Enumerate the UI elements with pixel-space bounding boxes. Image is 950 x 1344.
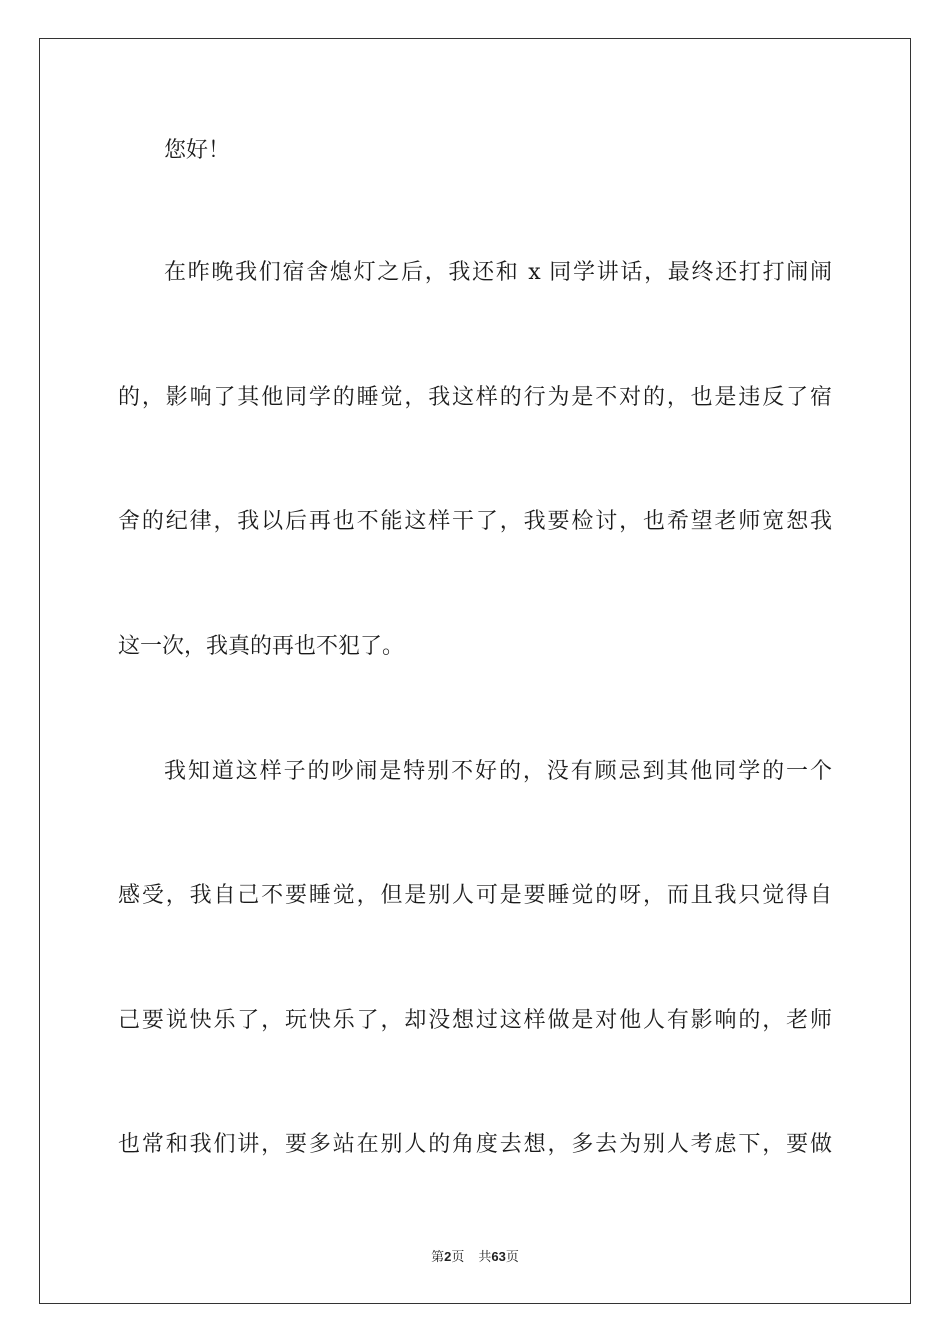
page-number: 2 [444,1249,452,1264]
page-border [39,38,911,1304]
total-pages: 63 [491,1249,506,1264]
page-suffix: 页 [451,1250,465,1265]
page-footer [0,1248,950,1267]
paragraph-line: 我知道这样子的吵闹是特别不好的，没有顾忌到其他同学的一个 [164,759,832,784]
paragraph-line: 的，影响了其他同学的睡觉，我这样的行为是不对的，也是违反了宿 [118,385,832,410]
paragraph-line: 己要说快乐了，玩快乐了，却没想过这样做是对他人有影响的，老师 [118,1008,832,1033]
paragraph-line: 也常和我们讲，要多站在别人的角度去想，多去为别人考虑下，要做 [118,1132,832,1157]
greeting-line: 您好！ [164,138,231,163]
paragraph-line: 感受，我自己不要睡觉，但是别人可是要睡觉的呀，而且我只觉得自 [118,883,832,908]
total-prefix: 共 [478,1250,492,1265]
total-suffix: 页 [505,1250,519,1265]
paragraph-line: 舍的纪律，我以后再也不能这样干了，我要检讨，也希望老师宽恕我 [118,509,832,534]
paragraph-line: 在昨晚我们宿舍熄灯之后，我还和 x 同学讲话，最终还打打闹闹 [164,260,832,285]
page-prefix: 第 [431,1250,445,1265]
paragraph-line: 这一次，我真的再也不犯了。 [118,634,405,659]
